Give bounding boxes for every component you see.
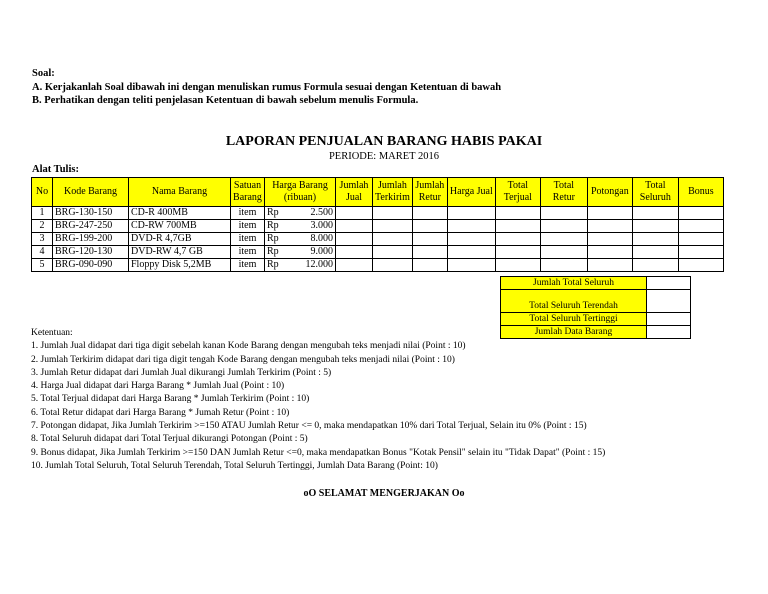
ketentuan-block xyxy=(31,327,605,473)
cell-empty[interactable] xyxy=(540,207,587,220)
table-row xyxy=(32,233,724,246)
cell-empty[interactable] xyxy=(336,220,373,233)
cell-empty[interactable] xyxy=(495,246,540,259)
cell-empty[interactable] xyxy=(412,233,447,246)
cell-empty[interactable] xyxy=(632,246,678,259)
cell-currency: Rp xyxy=(265,220,300,233)
ketentuan-item: 8. Total Seluruh didapat dari Total Terjual dikurangi Potongan (Point : 5) xyxy=(31,434,308,445)
table-row xyxy=(32,220,724,233)
header-satuan-barang: Satuan Barang xyxy=(231,178,265,207)
header-bonus: Bonus xyxy=(678,178,723,207)
cell-empty[interactable] xyxy=(336,207,373,220)
cell-empty[interactable] xyxy=(495,259,540,272)
cell-empty[interactable] xyxy=(678,207,723,220)
table-header-row xyxy=(32,178,724,207)
cell-harga: 9.000 xyxy=(300,246,336,259)
label-jumlah-total-seluruh: Jumlah Total Seluruh xyxy=(501,277,647,290)
value-total-seluruh-tertinggi[interactable] xyxy=(647,313,691,326)
cell-empty[interactable] xyxy=(587,207,632,220)
cell-satuan: item xyxy=(231,207,265,220)
cell-currency: Rp xyxy=(265,246,300,259)
cell-kode: BRG-120-130 xyxy=(53,246,129,259)
cell-empty[interactable] xyxy=(373,233,413,246)
cell-no: 5 xyxy=(32,259,53,272)
header-harga-jual: Harga Jual xyxy=(447,178,495,207)
cell-empty[interactable] xyxy=(587,259,632,272)
cell-harga: 8.000 xyxy=(300,233,336,246)
summary-row-terendah xyxy=(501,290,691,313)
cell-harga: 2.500 xyxy=(300,207,336,220)
cell-no: 3 xyxy=(32,233,53,246)
cell-empty[interactable] xyxy=(678,233,723,246)
cell-empty[interactable] xyxy=(495,207,540,220)
cell-no: 4 xyxy=(32,246,53,259)
cell-empty[interactable] xyxy=(412,246,447,259)
header-no: No xyxy=(32,178,53,207)
ketentuan-item: 2. Jumlah Terkirim didapat dari tiga digit tengah Kode Barang dengan mengubah teks menjadi nilai (Point : 10) xyxy=(31,354,455,365)
cell-empty[interactable] xyxy=(447,246,495,259)
ketentuan-item: 9. Bonus didapat, Jika Jumlah Terkirim >=150 DAN Jumlah Retur <=0, maka mendapatkan Bonus "Kotak Pensil" selain itu "Tidak Dapat" (Point : 15) xyxy=(31,447,606,458)
cell-empty[interactable] xyxy=(587,233,632,246)
cell-empty[interactable] xyxy=(412,259,447,272)
cell-empty[interactable] xyxy=(540,246,587,259)
closing-message: oO SELAMAT MENGERJAKAN Oo xyxy=(303,488,465,499)
cell-empty[interactable] xyxy=(447,207,495,220)
cell-kode: BRG-199-200 xyxy=(53,233,129,246)
cell-empty[interactable] xyxy=(336,259,373,272)
table-row xyxy=(32,259,724,272)
ketentuan-item: 4. Harga Jual didapat dari Harga Barang * Jumlah Jual (Point : 10) xyxy=(31,381,285,392)
cell-empty[interactable] xyxy=(447,220,495,233)
cell-harga: 12.000 xyxy=(300,259,336,272)
instructions-block xyxy=(32,67,501,108)
cell-empty[interactable] xyxy=(632,207,678,220)
header-total-seluruh: Total Seluruh xyxy=(632,178,678,207)
cell-empty[interactable] xyxy=(678,220,723,233)
value-jumlah-total-seluruh[interactable] xyxy=(647,277,691,290)
instruction-a: A. Kerjakanlah Soal dibawah ini dengan menuliskan rumus Formula sesuai dengan Ketentuan di bawah xyxy=(32,81,502,93)
cell-kode: BRG-247-250 xyxy=(53,220,129,233)
cell-nama: CD-R 400MB xyxy=(129,207,231,220)
cell-empty[interactable] xyxy=(373,259,413,272)
cell-currency: Rp xyxy=(265,259,300,272)
cell-nama: DVD-R 4,7GB xyxy=(129,233,231,246)
cell-empty[interactable] xyxy=(632,259,678,272)
summary-row-tertinggi xyxy=(501,313,691,326)
cell-currency: Rp xyxy=(265,233,300,246)
cell-empty[interactable] xyxy=(336,233,373,246)
ketentuan-item: 6. Total Retur didapat dari Harga Barang * Jumah Retur (Point : 10) xyxy=(31,407,290,418)
ketentuan-item: 3. Jumlah Retur didapat dari Jumlah Jual dikurangi Jumlah Terkirim (Point : 5) xyxy=(31,367,332,378)
section-label: Alat Tulis: xyxy=(32,164,79,175)
report-period: PERIODE: MARET 2016 xyxy=(328,151,440,162)
cell-harga: 3.000 xyxy=(300,220,336,233)
cell-empty[interactable] xyxy=(587,220,632,233)
soal-heading: Soal: xyxy=(32,68,55,79)
ketentuan-item: 10. Jumlah Total Seluruh, Total Seluruh Terendah, Total Seluruh Tertinggi, Jumlah Data Barang (Point: 10) xyxy=(31,460,438,471)
cell-empty[interactable] xyxy=(373,246,413,259)
cell-empty[interactable] xyxy=(336,246,373,259)
cell-satuan: item xyxy=(231,246,265,259)
cell-empty[interactable] xyxy=(495,220,540,233)
cell-empty[interactable] xyxy=(540,259,587,272)
header-kode-barang: Kode Barang xyxy=(53,178,129,207)
ketentuan-item: 1. Jumlah Jual didapat dari tiga digit sebelah kanan Kode Barang dengan mengubah teks menjadi nilai (Point : 10) xyxy=(31,341,466,352)
cell-empty[interactable] xyxy=(373,207,413,220)
cell-no: 1 xyxy=(32,207,53,220)
header-total-terjual: Total Terjual xyxy=(495,178,540,207)
cell-empty[interactable] xyxy=(447,259,495,272)
sales-table xyxy=(31,177,724,272)
cell-kode: BRG-130-150 xyxy=(53,207,129,220)
cell-empty[interactable] xyxy=(587,246,632,259)
ketentuan-item: 5. Total Terjual didapat dari Harga Barang * Jumlah Terkirim (Point : 10) xyxy=(31,394,310,405)
ketentuan-heading: Ketentuan: xyxy=(31,328,73,338)
cell-satuan: item xyxy=(231,233,265,246)
ketentuan-item: 7. Potongan didapat, Jika Jumlah Terkirim >=150 ATAU Jumlah Retur <= 0, maka mendapatkan 10% dari Total Terjual, Selain itu 0% (Point : 15) xyxy=(31,421,587,432)
cell-empty[interactable] xyxy=(495,233,540,246)
header-total-retur: Total Retur xyxy=(540,178,587,207)
cell-nama: Floppy Disk 5,2MB xyxy=(129,259,231,272)
cell-satuan: item xyxy=(231,220,265,233)
instruction-b: B. Perhatikan dengan teliti penjelasan Ketentuan di bawah sebelum menulis Formula. xyxy=(32,95,419,106)
cell-empty[interactable] xyxy=(373,220,413,233)
header-potongan: Potongan xyxy=(587,178,632,207)
cell-currency: Rp xyxy=(265,207,300,220)
value-jumlah-data-barang[interactable] xyxy=(647,326,691,339)
header-jumlah-jual: Jumlah Jual xyxy=(336,178,373,207)
cell-no: 2 xyxy=(32,220,53,233)
label-total-seluruh-tertinggi: Total Seluruh Tertinggi xyxy=(501,313,647,326)
header-jumlah-terkirim: Jumlah Terkirim xyxy=(373,178,413,207)
cell-empty[interactable] xyxy=(632,220,678,233)
value-total-seluruh-terendah[interactable] xyxy=(647,290,691,313)
cell-satuan: item xyxy=(231,259,265,272)
label-jumlah-data-barang: Jumlah Data Barang xyxy=(501,326,647,339)
cell-empty[interactable] xyxy=(540,220,587,233)
table-row xyxy=(32,207,724,220)
cell-empty[interactable] xyxy=(412,207,447,220)
cell-nama: DVD-RW 4,7 GB xyxy=(129,246,231,259)
header-harga-barang: Harga Barang (ribuan) xyxy=(265,178,336,207)
report-title: LAPORAN PENJUALAN BARANG HABIS PAKAI xyxy=(225,134,543,149)
cell-empty[interactable] xyxy=(632,233,678,246)
cell-nama: CD-RW 700MB xyxy=(129,220,231,233)
cell-empty[interactable] xyxy=(412,220,447,233)
cell-empty[interactable] xyxy=(678,259,723,272)
cell-kode: BRG-090-090 xyxy=(53,259,129,272)
cell-empty[interactable] xyxy=(678,246,723,259)
cell-empty[interactable] xyxy=(540,233,587,246)
header-nama-barang: Nama Barang xyxy=(129,178,231,207)
table-row xyxy=(32,246,724,259)
label-total-seluruh-terendah: Total Seluruh Terendah xyxy=(501,290,647,313)
summary-row-jumlah-total xyxy=(501,277,691,290)
cell-empty[interactable] xyxy=(447,233,495,246)
header-jumlah-retur: Jumlah Retur xyxy=(412,178,447,207)
